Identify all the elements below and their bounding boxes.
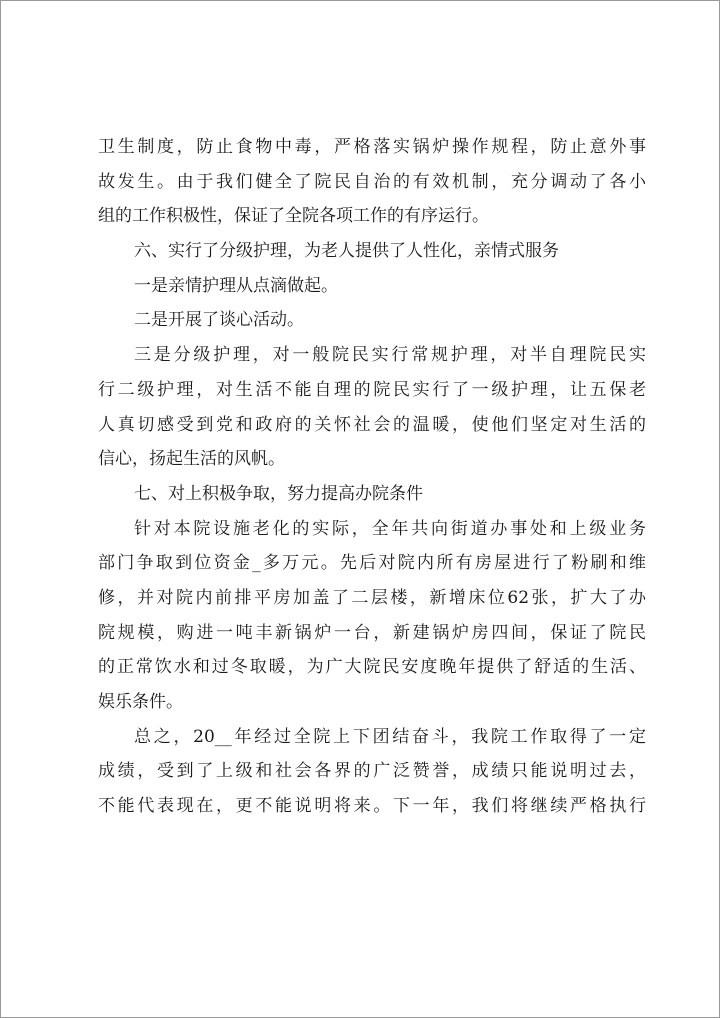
paragraph-line: 部门争取到位资金_多万元。先后对院内所有房屋进行了粉刷和维 xyxy=(98,553,646,574)
paragraph-line: 卫生制度，防止食物中毒，严格落实锅炉操作规程，防止意外事 xyxy=(98,137,646,157)
paragraph-line: 的正常饮水和过冬取暖，为广大院民安度晚年提供了舒适的生活、 xyxy=(98,657,646,678)
paragraph-line: 故发生。由于我们健全了院民自治的有效机制，充分调动了各小 xyxy=(98,171,646,192)
paragraph-line: 针对本院设施老化的实际，全年共向街道办事处和上级业务 xyxy=(134,518,646,539)
paragraph-line: 二是开展了谈心活动。 xyxy=(134,310,304,331)
paragraph-line: 三是分级护理，对一般院民实行常规护理，对半自理院民实 xyxy=(134,345,646,366)
paragraph-line: 娱乐条件。 xyxy=(98,692,183,712)
paragraph-line: 成绩，受到了上级和社会各界的广泛赞誉，成绩只能说明过去， xyxy=(98,761,646,782)
paragraph-line: 组的工作积极性，保证了全院各项工作的有序运行。 xyxy=(98,206,489,227)
paragraph-line: 总之，20__年经过全院上下团结奋斗，我院工作取得了一定 xyxy=(134,726,646,747)
paragraph-line: 行二级护理，对生活不能自理的院民实行了一级护理，让五保老 xyxy=(98,379,646,400)
paragraph-line: 人真切感受到党和政府的关怀社会的温暖，使他们坚定对生活的 xyxy=(98,414,646,435)
paragraph-line: 修，并对院内前排平房加盖了二层楼，新增床位62张，扩大了办 xyxy=(98,587,646,608)
section-heading: 六、实行了分级护理，为老人提供了人性化，亲情式服务 xyxy=(134,241,559,262)
paragraph-line: 一是亲情护理从点滴做起。 xyxy=(134,275,338,296)
paragraph-line: 信心，扬起生活的风帆。 xyxy=(98,449,285,470)
paragraph-line: 不能代表现在，更不能说明将来。下一年，我们将继续严格执行 xyxy=(98,796,646,817)
document-body xyxy=(98,130,646,824)
section-heading: 七、对上积极争取，努力提高办院条件 xyxy=(134,483,423,504)
paragraph-line: 院规模，购进一吨丰新锅炉一台，新建锅炉房四间，保证了院民 xyxy=(98,622,646,643)
